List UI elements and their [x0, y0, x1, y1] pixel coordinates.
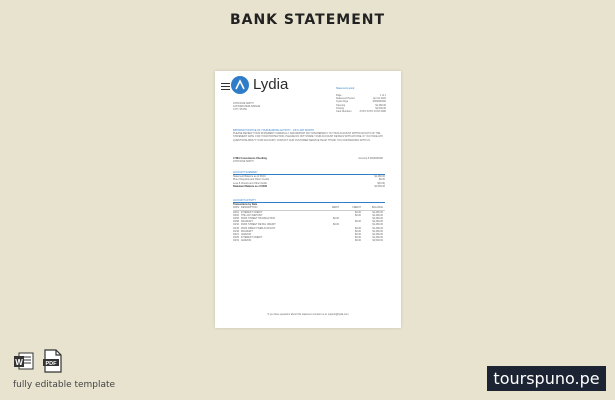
cell-date: 03/08 — [233, 220, 239, 224]
cell-bal: $1,480.00 — [372, 226, 383, 230]
cell-desc: WALMART — [241, 220, 253, 224]
cell-date: 03/01 — [233, 210, 239, 214]
account-info — [233, 157, 383, 163]
account-activity-heading: ACCOUNT ACTIVITY — [233, 199, 385, 203]
cell-bal: $1,480.00 — [372, 213, 383, 217]
logo-text: Lydia — [253, 76, 289, 93]
summary-row: Opening $1,480.00 — [336, 103, 386, 107]
summary-row: Card Numbers XXXX XXXX XXXX 0000 — [336, 110, 386, 114]
cell-bal: $1,480.00 — [372, 233, 383, 237]
statement-footer: If you have questions about this statement contact us at: support@lydia.com — [267, 313, 349, 316]
cell-date: 03/21 — [233, 233, 239, 237]
word-label: W — [15, 358, 23, 367]
table-row — [233, 239, 385, 242]
summary-line: Statement Balance as of 03/31 $1,500.00 — [233, 184, 385, 188]
account-summary-heading: ACCOUNT SUMMARY — [233, 171, 385, 175]
pdf-label: PDF — [45, 361, 57, 367]
cell-desc: PARK STREET TRANSACTION — [241, 217, 276, 221]
cell-bal: $1,480.00 — [372, 220, 383, 224]
page-title: BANK STATEMENT — [229, 12, 386, 28]
cell-desc: PARK DIRECT WEB ACCOUNT — [241, 226, 276, 230]
cell-desc: WALMART — [241, 229, 253, 233]
notice-title: IMPORTANT NOTICE OF YOUR BANKING ACTIVITY - LIST LAST MONTH — [233, 129, 314, 132]
brand-badge[interactable]: tourspuno.pe — [487, 366, 606, 391]
summary-line: Less 8 Checks and Other Debits $(0.00) — [233, 181, 385, 185]
cell-wd: $0.00 — [355, 236, 361, 240]
summary-line: Plus 2 Deposits and Other Credits $0.00 — [233, 178, 385, 182]
activity-subheading: Transactions by Date — [233, 203, 258, 207]
cell-wd: $0.00 — [355, 210, 361, 214]
notice-text: PLEASE REVIEW YOUR STATEMENT CAREFULLY AND REPORT ANY DISCREPANCY IN YOUR ACCOUNT WITHIN 30 DAYS OF THE STATEMENT DATE. FOR YOUR PROTECTION, PLEASE DO NOT SHARE YOUR ACCOUNT DETAILS WITH ANYONE. IF YOU HAVE ANY QUESTIONS ABOUT YOUR ACCOUNT, CONTACT OUR CUSTOMER SERVICE TEAM. THANK YOU FOR BANKING WITH US. — [233, 132, 383, 142]
statement-summary — [336, 94, 386, 113]
cell-bal: $1,480.00 — [372, 210, 383, 214]
account-activity — [233, 199, 385, 243]
cell-desc: AMAZON — [241, 233, 252, 237]
account-name: LYDIA Convenience Checking — [233, 157, 267, 160]
cell-dep: $0.00 — [333, 217, 339, 221]
cell-bal: $1,480.00 — [372, 217, 383, 221]
cell-date: 03/31 — [233, 239, 239, 243]
period-label: Statement period — [336, 87, 355, 90]
customer-address: JOHN DOE SMITH 123 PARKVIEW AVENUE CITY, STATE — [233, 102, 261, 112]
summary-row: Cycle Days 0000000000 — [336, 100, 386, 104]
activity-rows — [233, 211, 385, 243]
cell-desc: INTEREST CREDIT — [241, 210, 263, 214]
template-caption: fully editable template — [13, 380, 116, 390]
cell-date: 03/02 — [233, 213, 239, 217]
cell-wd: $0.00 — [355, 220, 361, 224]
cell-desc: AMAZON — [241, 239, 252, 243]
cell-desc: PARK STREET RETAIL CREDIT — [241, 223, 276, 227]
summary-row: Closing $1,500.00 — [336, 106, 386, 110]
pdf-file-icon — [42, 349, 64, 373]
cell-date: 03/15 — [233, 226, 239, 230]
cell-wd: $0.00 — [355, 229, 361, 233]
cell-wd: $0.00 — [355, 226, 361, 230]
account-holder: JOHN DOE SMITH — [233, 160, 254, 164]
cell-dep — [315, 239, 339, 242]
summary-line: Statement Balance as of 03/01 $1,480.00 — [233, 175, 385, 179]
cell-desc: INTEREST CREDIT — [241, 236, 263, 240]
lydia-logo-icon — [231, 76, 249, 94]
word-file-icon — [13, 350, 35, 372]
notice — [233, 129, 383, 142]
cell-bal: $1,480.00 — [372, 223, 383, 227]
summary-row: Page 1 of 1 — [336, 94, 386, 97]
cell-bal: $1,500.00 — [372, 239, 383, 243]
cell-bal: $1,480.00 — [372, 236, 383, 240]
cell-date: 03/25 — [233, 236, 239, 240]
cell-date: 03/18 — [233, 229, 239, 233]
cell-desc: THE ACH DEPOSIT — [241, 213, 263, 217]
account-number: Account # 0000000000 — [358, 157, 383, 160]
account-summary — [233, 171, 385, 188]
summary-row: Statement Period Apr 01 2024 — [336, 97, 386, 101]
cell-dep: $0.00 — [333, 223, 339, 227]
cell-wd: $0.00 — [355, 239, 361, 243]
cell-wd: $0.00 — [355, 213, 361, 217]
statement-document — [215, 71, 401, 328]
activity-header: DATE DESCRIPTION DEBIT CREDIT BALANCE — [233, 206, 383, 210]
cell-date: 03/05 — [233, 217, 239, 221]
cell-wd: $0.00 — [355, 233, 361, 237]
cell-bal: $1,480.00 — [372, 229, 383, 233]
menu-icon[interactable] — [221, 83, 230, 92]
cell-date: 03/10 — [233, 223, 239, 227]
